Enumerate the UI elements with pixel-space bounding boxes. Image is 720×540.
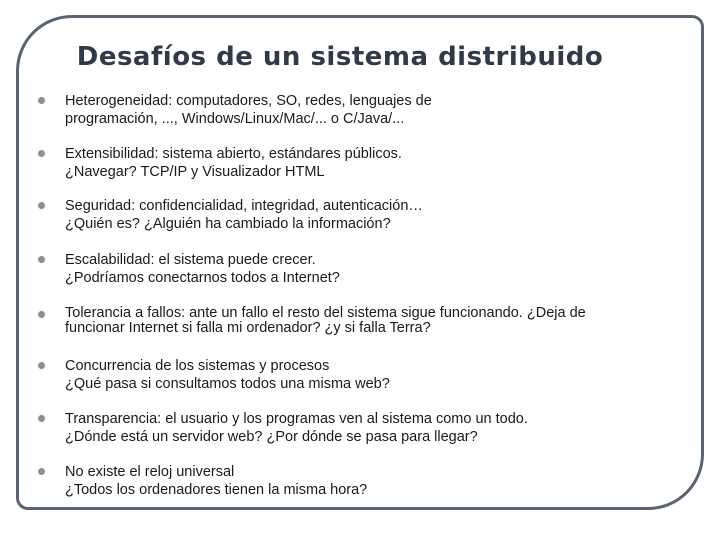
bullet-text bbox=[65, 197, 660, 233]
bullet-text bbox=[65, 145, 660, 181]
bullet-line: Seguridad: confidencialidad, integridad, autenticación… bbox=[65, 198, 423, 214]
bullet-line: ¿Todos los ordenadores tienen la misma hora? bbox=[65, 482, 368, 498]
bullet-text bbox=[65, 251, 660, 287]
bullet-line: programación, ..., Windows/Linux/Mac/... o C/Java/... bbox=[65, 111, 405, 127]
bullet-dot bbox=[38, 97, 45, 104]
bullet-line: Transparencia: el usuario y los programas ven al sistema como un todo. bbox=[65, 411, 528, 427]
bullet-line: ¿Podríamos conectarnos todos a Internet? bbox=[65, 270, 340, 286]
bullet-text bbox=[65, 306, 660, 336]
bullet-dot bbox=[38, 468, 45, 475]
slide-title: Desafíos de un sistema distribuido bbox=[76, 42, 604, 72]
bullet-line: ¿Navegar? TCP/IP y Visualizador HTML bbox=[65, 164, 325, 180]
bullet-line: Escalabilidad: el sistema puede crecer. bbox=[65, 252, 316, 268]
bullet-line: ¿Qué pasa si consultamos todos una misma web? bbox=[65, 376, 390, 392]
bullet-line: No existe el reloj universal bbox=[65, 464, 235, 480]
bullet-line: Heterogeneidad: computadores, SO, redes, lenguajes de bbox=[65, 93, 432, 109]
bullet-text bbox=[65, 463, 660, 499]
bullet-line: Extensibilidad: sistema abierto, estándares públicos. bbox=[65, 146, 402, 162]
bullet-line: Tolerancia a fallos: ante un fallo el resto del sistema sigue funcionando. ¿Deja de bbox=[65, 305, 586, 321]
bullet-line: ¿Dónde está un servidor web? ¿Por dónde se pasa para llegar? bbox=[65, 429, 478, 445]
bullet-line: funcionar Internet si falla mi ordenador? ¿y si falla Terra? bbox=[65, 320, 431, 336]
bullet-line: ¿Quién es? ¿Alguién ha cambiado la información? bbox=[65, 216, 391, 232]
bullet-text bbox=[65, 410, 660, 446]
bullet-dot bbox=[38, 256, 45, 263]
bullet-dot bbox=[38, 202, 45, 209]
bullet-dot bbox=[38, 415, 45, 422]
bullet-dot bbox=[38, 362, 45, 369]
bullet-text bbox=[65, 357, 660, 393]
bullet-dot bbox=[38, 311, 45, 318]
bullet-dot bbox=[38, 150, 45, 157]
bullet-text bbox=[65, 92, 660, 128]
bullet-line: Concurrencia de los sistemas y procesos bbox=[65, 358, 330, 374]
